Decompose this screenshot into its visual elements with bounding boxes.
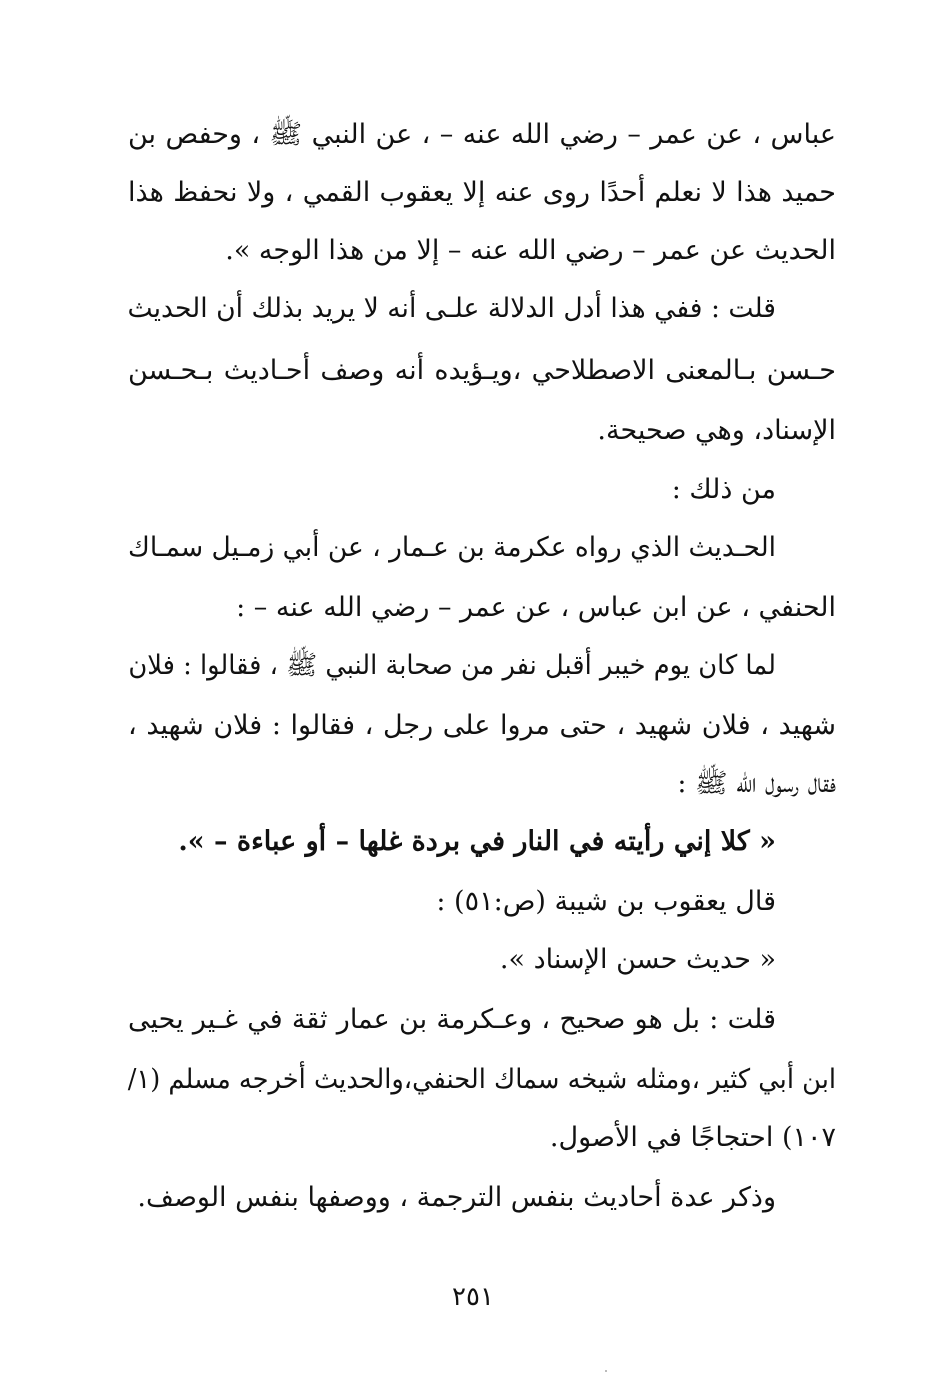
page-number: ٢٥١ — [452, 1282, 494, 1312]
speck-mark — [605, 1370, 607, 1372]
text-line-11: شهيد ، فلان شهيد ، حتى مروا على رجل ، فقالوا : فلان شهيد ، — [128, 710, 836, 741]
text-line-17: ابن أبي كثير ،ومثله شيخه سماك الحنفي،والحديث أخرجه مسلم (١/ — [127, 1064, 836, 1095]
text-line-15: « حديث حسن الإسناد ». — [499, 944, 776, 975]
text-line-8: الحـديث الذي رواه عكرمة بن عـمار ، عن أبي زمـيل سمـاك — [128, 532, 777, 563]
text-line-18: ١٠٧) احتجاجًا في الأصول. — [549, 1122, 836, 1153]
text-line-4: قلت : ففي هذا أدل الدلالة علـى أنه لا يريد بذلك أن الحديث — [127, 293, 776, 324]
text-line-5: حـسن بـالمعنى الاصطلاحي ،ويـؤيده أنه وصف أحـاديث بـحـسن — [128, 355, 836, 386]
text-line-9: الحنفي ، عن ابن عباس ، عن عمر – رضي الله عنه – : — [236, 592, 836, 623]
text-line-6: الإسناد، وهي صحيحة. — [597, 415, 836, 446]
text-line-3: الحديث عن عمر – رضي الله عنه – إلا من هذا الوجه ». — [225, 235, 836, 266]
text-line-2: حميد هذا لا نعلم أحدًا روى عنه إلا يعقوب القمي ، ولا نحفظ هذا — [128, 177, 836, 208]
text-line-10: لما كان يوم خيبر أقبل نفر من صحابة النبي ﷺ ، فقالوا : فلان — [128, 650, 776, 681]
text-line-1: عباس ، عن عمر – رضي الله عنه – ، عن النبي ﷺ ، وحفص بن — [128, 119, 836, 150]
text-line-14: قال يعقوب بن شيبة (ص:٥١) : — [436, 886, 776, 917]
text-line-12: فقال رسول الله ﷺ : — [677, 768, 836, 799]
text-line-7: من ذلك : — [671, 474, 776, 505]
hadith-quote: « كلا إني رأيته في النار في بردة غلها – أو عباءة – ». — [178, 826, 776, 857]
text-line-16: قلت : بل هو صحيح ، وعـكرمة بن عمار ثقة في غـير يحيى — [128, 1004, 776, 1035]
text-line-19: وذكر عدة أحاديث بنفس الترجمة ، ووصفها بنفس الوصف. — [137, 1182, 776, 1213]
